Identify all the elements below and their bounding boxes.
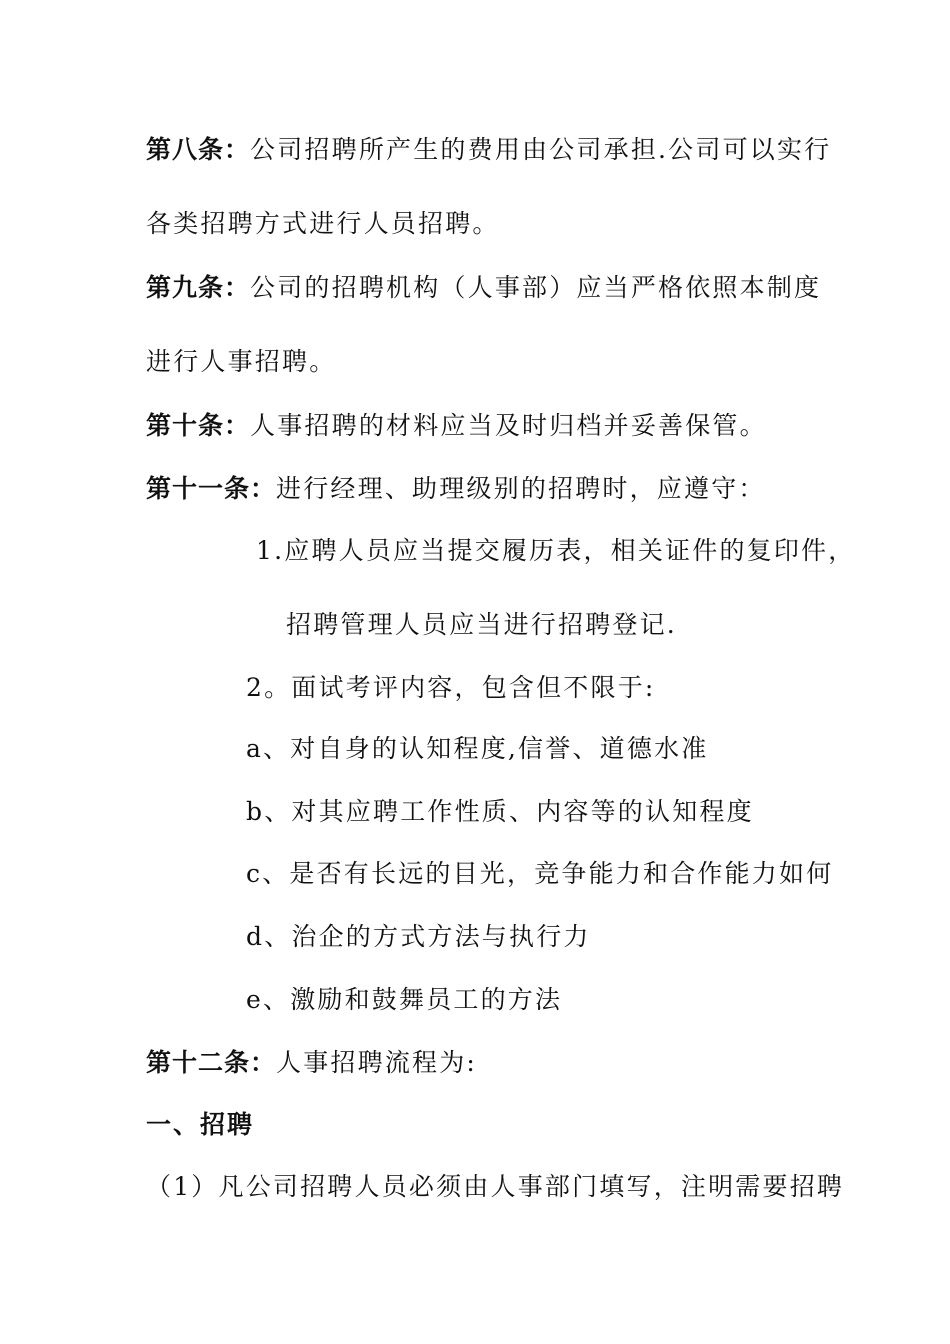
item-1-line-2: 招聘管理人员应当进行招聘登记. [286,610,677,639]
paragraph-1-line: （1）凡公司招聘人员必须由人事部门填写，注明需要招聘 [146,1172,845,1201]
article-10-label: 第十条： [146,411,251,440]
sub-item-a: a、对自身的认知程度,信誉、道德水准 [246,734,709,763]
item-2-line: 2。面试考评内容，包含但不限于: [246,673,656,702]
article-8-text: 公司招聘所产生的费用由公司承担.公司可以实行 [250,135,832,164]
article-9-line-1 [146,271,821,305]
article-8-line-2: 各类招聘方式进行人员招聘。 [146,209,500,238]
article-11-text: 进行经理、助理级别的招聘时，应遵守： [276,474,766,503]
article-10-text: 人事招聘的材料应当及时归档并妥善保管。 [250,411,767,440]
sub-item-b: b、对其应聘工作性质、内容等的认知程度 [246,797,754,826]
article-11-label: 第十一条： [146,474,277,503]
article-12-label: 第十二条： [146,1048,277,1077]
article-9-line-2: 进行人事招聘。 [146,347,337,376]
article-12-text: 人事招聘流程为: [276,1048,478,1077]
article-8-label: 第八条： [146,135,251,164]
article-10-line [146,409,767,443]
item-1-line-1: 1.应聘人员应当提交履历表，相关证件的复印件， [256,536,856,565]
article-9-label: 第九条： [146,273,251,302]
sub-item-c: c、是否有长远的目光，竞争能力和合作能力如何 [246,859,834,888]
article-11-line [146,472,766,506]
section-heading: 一、招聘 [146,1110,255,1139]
sub-item-d: d、治企的方式方法与执行力 [246,922,591,951]
article-8-line-1 [146,133,831,167]
sub-item-e: e、激励和鼓舞员工的方法 [246,985,563,1014]
article-12-line [146,1046,477,1080]
article-9-text: 公司的招聘机构（人事部）应当严格依照本制度 [250,273,822,302]
